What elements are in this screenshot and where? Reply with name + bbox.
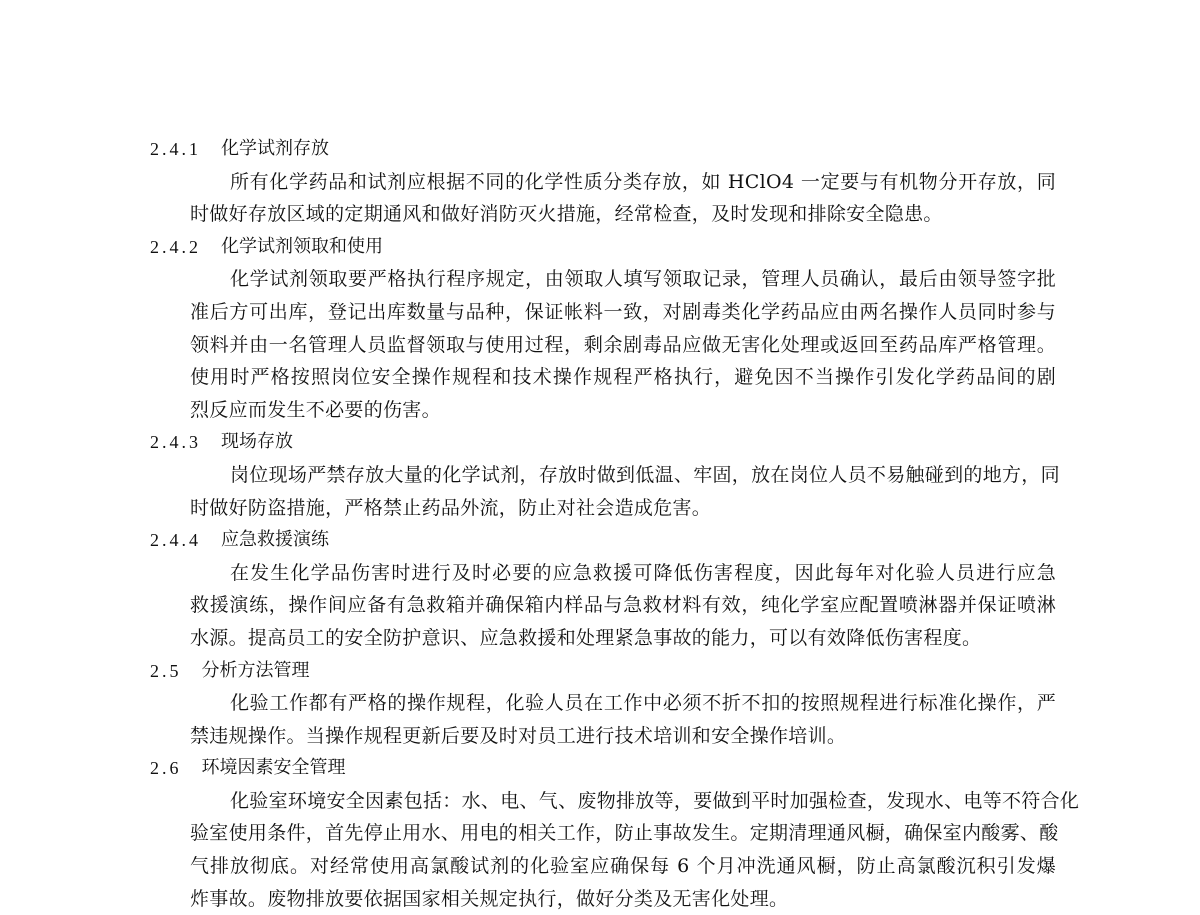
paragraph	[150, 263, 1056, 426]
section-heading	[150, 231, 1056, 264]
section-title: 化学试剂领取和使用	[221, 235, 383, 257]
text-line: 禁违规操作。当操作规程更新后要及时对员工进行技术培训和安全操作培训。	[190, 724, 847, 747]
paragraph	[150, 459, 1060, 524]
section-heading	[150, 133, 1056, 166]
section-number: 2.4.2	[150, 236, 201, 257]
text-line: 时做好存放区域的定期通风和做好消防灭火措施，经常检查，及时发现和排除安全隐患。	[190, 203, 943, 226]
text-line: 救援演练，操作间应备有急救箱并确保箱内样品与急救材料有效，纯化学室应配置喷淋器并保证喷淋	[190, 594, 1056, 617]
section-heading	[150, 524, 1056, 557]
text-line: 时做好防盗措施，严格禁止药品外流，防止对社会造成危害。	[190, 496, 712, 519]
text-line: 化验工作都有严格的操作规程，化验人员在工作中必须不折不扣的按照规程进行标准化操作，严	[230, 692, 1056, 715]
paragraph	[150, 557, 1056, 655]
section-number: 2.4.4	[150, 530, 201, 551]
text-line: 在发生化学品伤害时进行及时必要的应急救援可降低伤害程度，因此每年对化验人员进行应急	[230, 561, 1056, 584]
section-title: 现场存放	[221, 431, 293, 453]
text-line: 领料并由一名管理人员监督领取与使用过程，剩余剧毒品应做无害化处理或返回至药品库严格管理。	[190, 333, 1056, 356]
section-number: 2.4.3	[150, 432, 201, 453]
section-heading	[150, 752, 1056, 785]
document-body	[150, 133, 1080, 915]
text-line: 气排放彻底。对经常使用高氯酸试剂的化验室应确保每 6 个月冲洗通风橱，防止高氯酸沉积引发爆	[190, 855, 1056, 878]
text-line: 验室使用条件，首先停止用水、用电的相关工作，防止事故发生。定期清理通风橱，确保室内酸雾、酸	[190, 822, 1059, 845]
paragraph	[150, 166, 1056, 231]
text-line: 化验室环境安全因素包括：水、电、气、废物排放等，要做到平时加强检查，发现水、电等不符合化	[230, 789, 1080, 812]
section-heading	[150, 426, 1056, 459]
section-number: 2.4.1	[150, 139, 201, 159]
text-line: 岗位现场严禁存放大量的化学试剂，存放时做到低温、牢固，放在岗位人员不易触碰到的地方，同	[230, 463, 1060, 486]
text-line: 准后方可出库，登记出库数量与品种，保证帐料一致，对剧毒类化学药品应由两名操作人员同时参与	[190, 300, 1056, 323]
text-line: 水源。提高员工的安全防护意识、应急救援和处理紧急事故的能力，可以有效降低伤害程度。	[190, 626, 982, 649]
text-line: 化学试剂领取要严格执行程序规定，由领取人填写领取记录，管理人员确认，最后由领导签字批	[230, 268, 1056, 291]
section-number: 2.5	[150, 660, 182, 681]
section-heading	[150, 655, 1056, 688]
section-title: 应急救援演练	[221, 529, 329, 551]
paragraph	[150, 785, 1080, 915]
section-title: 分析方法管理	[201, 659, 310, 681]
section-title: 环境因素安全管理	[201, 757, 346, 779]
section-number: 2.6	[150, 758, 182, 779]
text-line: 所有化学药品和试剂应根据不同的化学性质分类存放，如 HClO4 一定要与有机物分开存放，同	[230, 170, 1056, 193]
section-title: 化学试剂存放	[221, 138, 329, 159]
text-line: 炸事故。废物排放要依据国家相关规定执行，做好分类及无害化处理。	[190, 887, 789, 910]
paragraph	[150, 687, 1056, 752]
text-line: 使用时严格按照岗位安全操作规程和技术操作规程严格执行，避免因不当操作引发化学药品间的剧	[190, 366, 1056, 389]
text-line: 烈反应而发生不必要的伤害。	[190, 398, 441, 421]
